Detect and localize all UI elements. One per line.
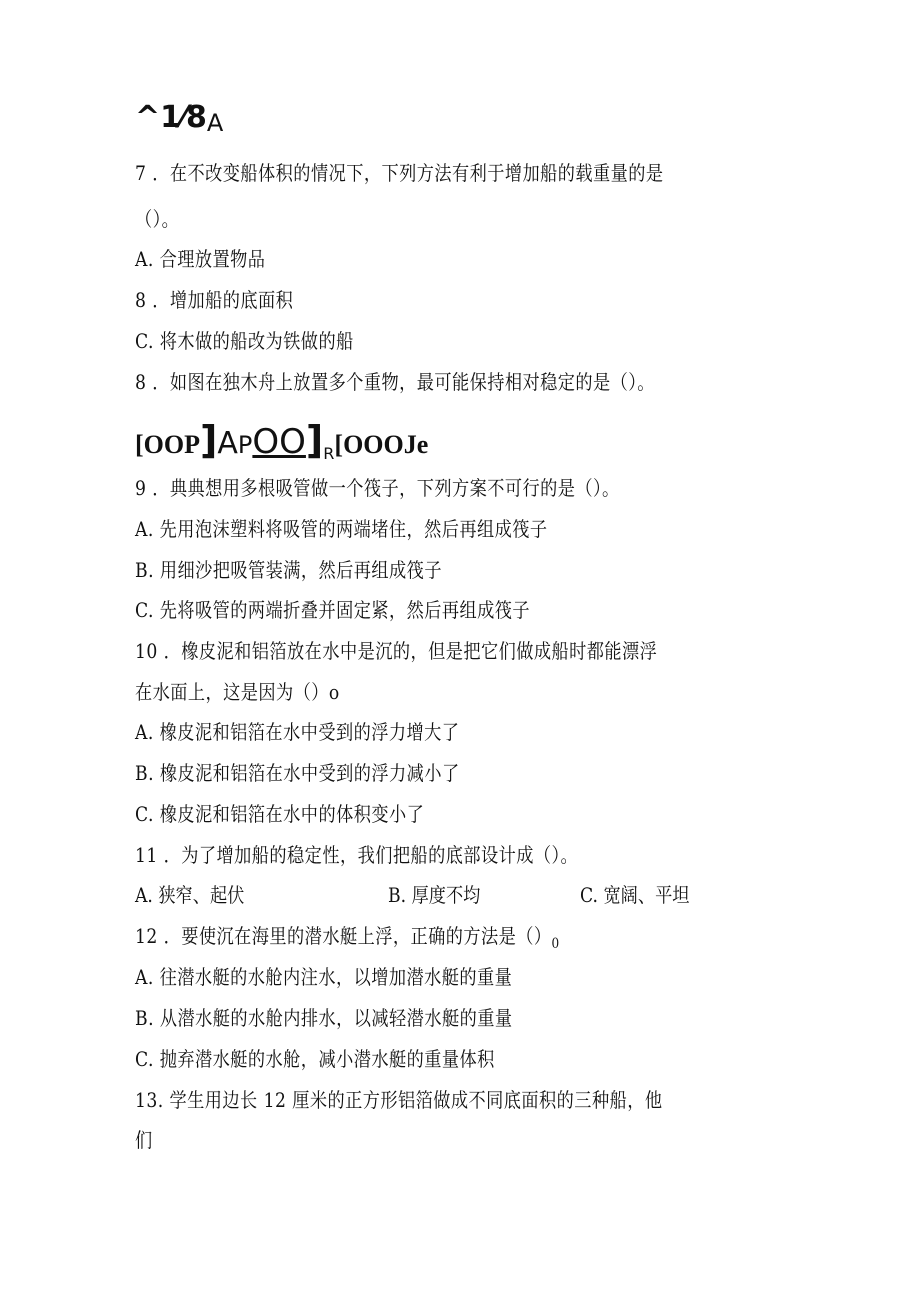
q12-option-b: B. 从潜水艇的水舱内排水，以减轻潜水艇的重量	[135, 1006, 513, 1030]
q13-stem-line1: 13. 学生用边长 12 厘米的正方形铝箔做成不同底面积的三种船，他	[135, 1088, 663, 1112]
q9-stem: 9 ．典典想用多根吸管做一个筏子，下列方案不可行的是（）。	[135, 476, 620, 500]
q8-figure-text-part2: ]	[200, 418, 218, 462]
q9-option-b: B. 用细沙把吸管装满，然后再组成筏子	[135, 558, 442, 582]
q8-figure-text-part5: OO	[252, 422, 306, 462]
q10-option-c: C. 橡皮泥和铝箔在水中的体积变小了	[135, 802, 425, 826]
q10-stem-line2: 在水面上，这是因为（）o	[135, 680, 340, 704]
q9-option-a: A. 先用泡沫塑料将吸管的两端堵住，然后再组成筏子	[135, 517, 548, 541]
q7-option-c: C. 将木做的船改为铁做的船	[135, 329, 354, 353]
q12-option-a: A. 往潜水艇的水舱内注水，以增加潜水艇的重量	[135, 965, 513, 989]
q11-option-a: A. 狭窄、起伏	[135, 883, 245, 907]
q8-figure-text-part4: P	[237, 431, 253, 459]
q12-option-c: C. 抛弃潜水艇的水舱，减小潜水艇的重量体积	[135, 1047, 495, 1071]
q11-stem: 11 ．为了增加船的稳定性，我们把船的底部设计成（）。	[135, 843, 579, 867]
q8-figure-text	[135, 418, 429, 472]
q10-option-b: B. 橡皮泥和铝箔在水中受到的浮力减小了	[135, 761, 460, 785]
q8-figure-text-part6: ]	[305, 418, 324, 462]
header-fragment-main: ^1⁄8	[135, 100, 207, 135]
q10-option-a: A. 橡皮泥和铝箔在水中受到的浮力增大了	[135, 720, 460, 744]
q13-stem-line2: 们	[135, 1128, 153, 1152]
q8-stem: 8 ．如图在独木舟上放置多个重物，最可能保持相对稳定的是（）。	[135, 370, 655, 394]
q8-figure-text-part3: A	[217, 426, 238, 461]
q12-stem	[135, 923, 629, 957]
q8-figure-text-part7: R	[323, 444, 335, 463]
q11-option-b: B. 厚度不均	[388, 883, 481, 907]
header-fragment-sub: A	[206, 109, 224, 137]
q11-option-c: C. 宽阔、平坦	[580, 883, 690, 907]
q12-stem-text: 12 ．要使沉在海里的潜水艇上浮，正确的方法是（）	[135, 924, 552, 948]
q12-stem-suffix: 0	[551, 936, 560, 952]
q7-option-a: A. 合理放置物品	[135, 247, 266, 271]
q7-stem-line2: （）。	[135, 207, 180, 231]
q8-figure-text-part1: [OOP	[135, 430, 200, 459]
q10-stem-line1: 10 ．橡皮泥和铝箔放在水中是沉的，但是把它们做成船时都能漂浮	[135, 639, 658, 663]
q9-option-c: C. 先将吸管的两端折叠并固定紧，然后再组成筏子	[135, 598, 531, 622]
q8-figure-text-part8: [OOOJe	[334, 430, 429, 459]
header-fragment	[135, 100, 223, 141]
q7-option-b: 8 ．增加船的底面积	[135, 288, 294, 312]
q7-stem-line1: 7 ．在不改变船体积的情况下，下列方法有利于增加船的载重量的是	[135, 161, 664, 185]
